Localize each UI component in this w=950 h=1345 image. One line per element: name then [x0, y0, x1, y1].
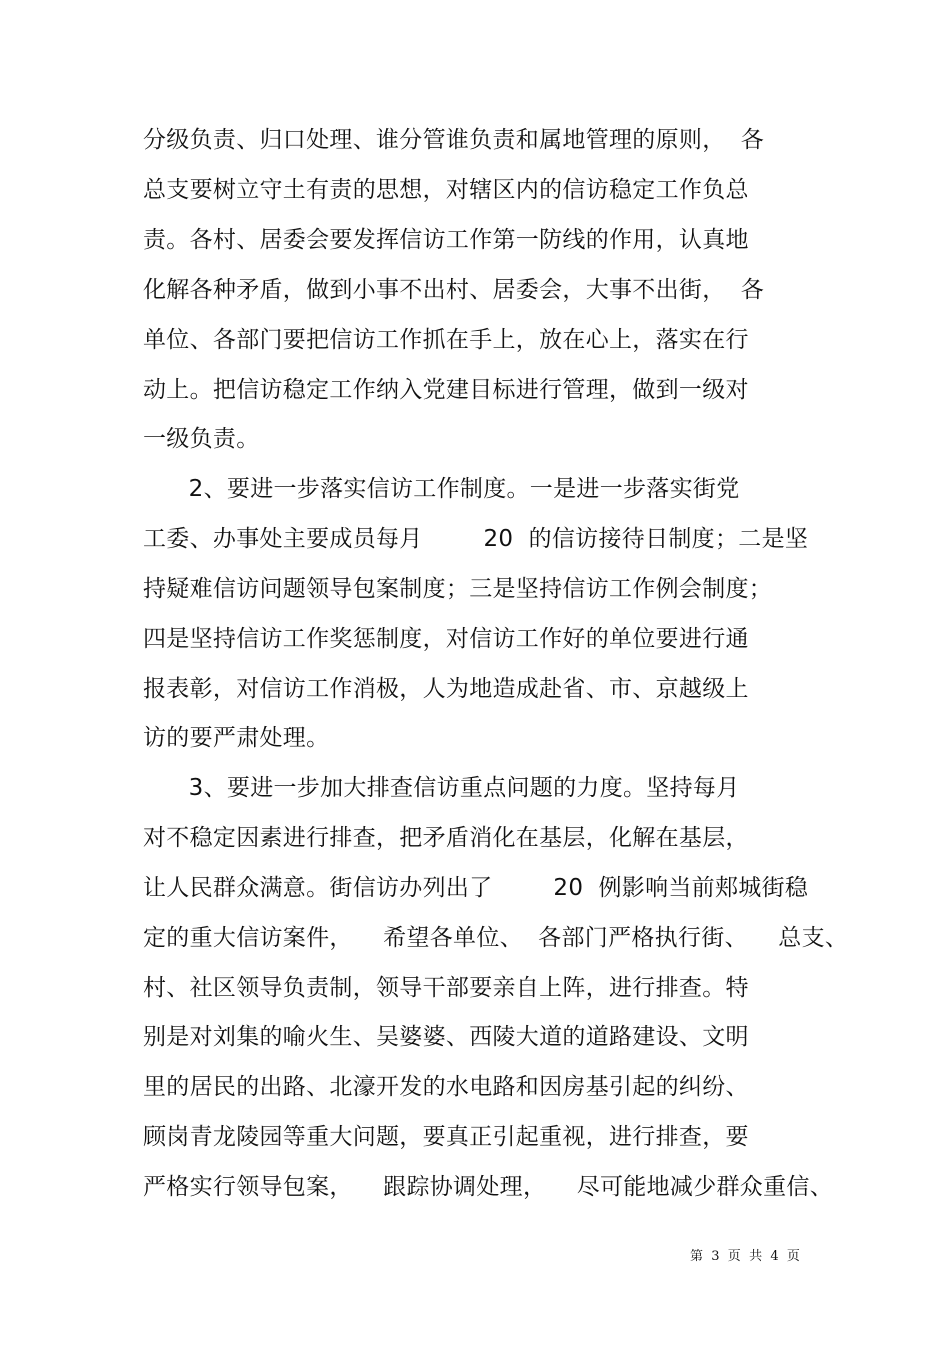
text-line: 严格实行领导包案， 跟踪协调处理， 尽可能地减少群众重信、 — [143, 1174, 833, 1200]
text-line: 动上。把信访稳定工作纳入党建目标进行管理，做到一级对 — [143, 377, 749, 403]
text-line: 化解各种矛盾，做到小事不出村、居委会，大事不出街， 各 — [143, 277, 765, 303]
text-line: 持疑难信访问题领导包案制度；三是坚持信访工作例会制度； — [143, 576, 773, 602]
text-line: 让人民群众满意。街信访办列出了 20 例影响当前郏城街稳 — [143, 875, 809, 901]
text-line: 四是坚持信访工作奖惩制度，对信访工作好的单位要进行通 — [143, 626, 749, 652]
text-line: 里的居民的出路、北濠开发的水电路和因房基引起的纠纷、 — [143, 1074, 749, 1100]
text-line: 工委、办事处主要成员每月 20 的信访接待日制度；二是坚 — [143, 526, 809, 552]
text-line: 3、要进一步加大排查信访重点问题的力度。坚持每月 — [143, 775, 740, 801]
text-line: 分级负责、归口处理、谁分管谁负责和属地管理的原则， 各 — [143, 127, 765, 153]
text-line: 对不稳定因素进行排查，把矛盾消化在基层，化解在基层， — [143, 825, 749, 851]
text-line: 责。各村、居委会要发挥信访工作第一防线的作用，认真地 — [143, 227, 749, 253]
text-line: 别是对刘集的喻火生、吴婆婆、西陵大道的道路建设、文明 — [143, 1024, 749, 1050]
text-line: 顾岗青龙陵园等重大问题，要真正引起重视，进行排查，要 — [143, 1124, 749, 1150]
text-line: 访的要严肃处理。 — [143, 725, 330, 751]
text-line: 报表彰，对信访工作消极，人为地造成赴省、市、京越级上 — [143, 676, 749, 702]
page-number: 第 3 页 共 4 页 — [690, 1249, 800, 1264]
text-line: 定的重大信访案件， 希望各单位、 各部门严格执行街、 总支、 — [143, 925, 849, 951]
text-line: 一级负责。 — [143, 426, 260, 452]
text-line: 总支要树立守土有责的思想，对辖区内的信访稳定工作负总 — [143, 177, 749, 203]
text-line: 单位、各部门要把信访工作抓在手上，放在心上，落实在行 — [143, 327, 749, 353]
text-line: 村、社区领导负责制，领导干部要亲自上阵，进行排查。特 — [143, 975, 749, 1001]
text-line: 2、要进一步落实信访工作制度。一是进一步落实街党 — [143, 476, 740, 502]
